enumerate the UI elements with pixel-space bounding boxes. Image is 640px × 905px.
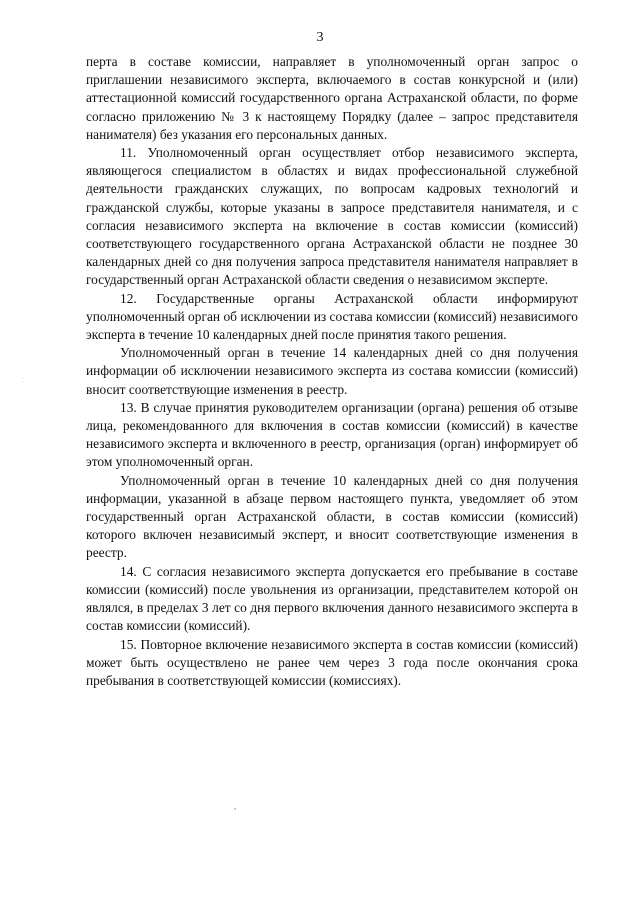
paragraph-item-12-part-2: Уполномоченный орган в течение 14 календарных дней со дня получения информации об исключении независимого эксперта из состава комиссии (комиссий) вносит соответствующие изменения в реестр. [86, 345, 578, 397]
scan-artifact: . . [22, 375, 27, 384]
paragraph-item-12: 12. Государственные органы Астраханской области информируют уполномоченный орган об исключении из состава комиссии (комиссий) независимого эксперта в течение 10 календарных дней после принятия такого решения. [86, 290, 578, 343]
page-number: 3 [316, 30, 324, 45]
paragraph-continuation: перта в составе комиссии, направляет в уполномоченный орган запрос о приглашении независимого эксперта, включаемого в состав конкурсной и (или) аттестационной комиссий государственного органа Астраханской области, по форме согласно приложению № 3 к настоящему Порядку (далее – запрос представителя нанимателя) без указания его персональных данных. [86, 54, 578, 142]
paragraph-item-11: 11. Уполномоченный орган осуществляет отбор независимого эксперта, являющегося специалистом в областях и видах профессиональной служебной деятельности гражданских служащих, по вопросам кадровых технологий и гражданской службы, которые указаны в запросе представителя нанимателя, и с согласия независимого эксперта на включение в состав комиссии (комиссий) соответствующего государственного органа Астраханской области не позднее 30 календарных дней со дня получения запроса представителя нанимателя направляет в государственный орган Астраханской области сведения о независимом эксперте. [86, 145, 578, 288]
paragraph-item-13-part-2: Уполномоченный орган в течение 10 календарных дней со дня получения информации, указанной в абзаце первом настоящего пункта, уведомляет об этом государственный орган Астраханской области, в состав комиссии (комиссий) которого включен независимый эксперт, и вносит соответствующие изменения в реестр. [86, 472, 578, 561]
document-body [86, 53, 578, 690]
scan-artifact-bottom [234, 808, 236, 810]
paragraph-item-15: 15. Повторное включение независимого эксперта в состав комиссии (комиссий) может быть осуществлено не ранее чем через 3 года после окончания срока пребывания в соответствующей комиссии (комиссиях). [86, 636, 578, 688]
paragraph-item-14: 14. С согласия независимого эксперта допускается его пребывание в составе комиссии (комиссий) после увольнения из организации, представителем которой он являлся, в пределах 3 лет со дня первого включения данного независимого эксперта в состав комиссии (комиссий). [86, 563, 578, 634]
paragraph-item-13: 13. В случае принятия руководителем организации (органа) решения об отзыве лица, рекомендованного для включения в состав комиссии (комиссий) в качестве независимого эксперта и включенного в реестр, организация (орган) информирует об этом уполномоченный орган. [86, 399, 578, 470]
